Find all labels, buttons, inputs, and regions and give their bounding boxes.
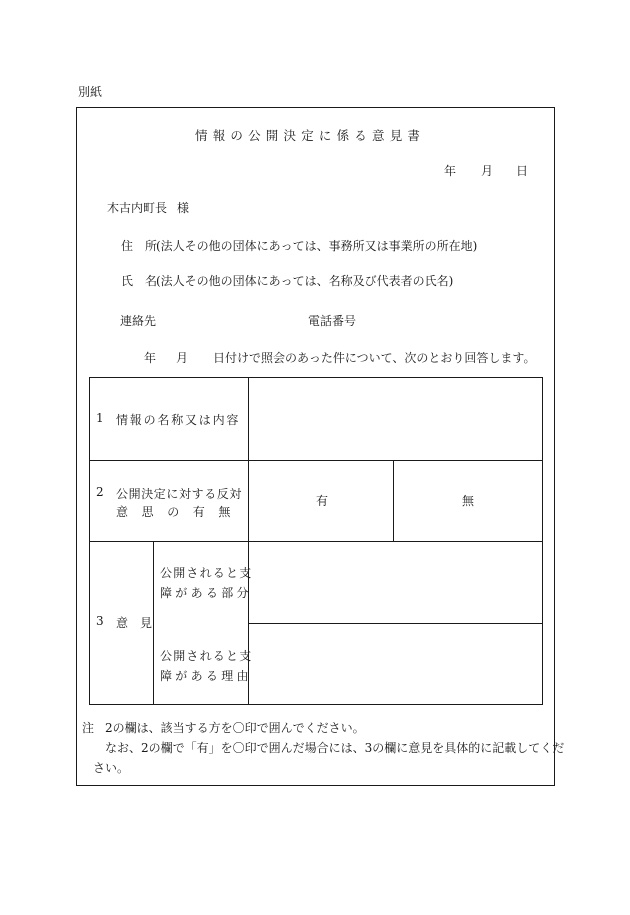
notes-line3: さい。 bbox=[93, 761, 130, 775]
name-note: (法人その他の団体にあっては、名称及び代表者の氏名) bbox=[156, 274, 454, 288]
address-note: (法人その他の団体にあっては、事務所又は事業所の所在地) bbox=[156, 239, 478, 253]
row3-number: 3 bbox=[96, 614, 104, 628]
addressee-suffix: 様 bbox=[177, 201, 190, 215]
notes-line1: 2の欄は、該当する方を〇印で囲んでください。 bbox=[105, 721, 365, 735]
row2-label-line1: 公開決定に対する反対 bbox=[116, 487, 243, 501]
row1-content-field[interactable] bbox=[249, 378, 542, 460]
option-yes[interactable]: 有 bbox=[316, 494, 329, 508]
row1-label: 情報の名称又は内容 bbox=[116, 413, 241, 427]
contact-label: 連絡先 bbox=[120, 314, 157, 328]
form-title: 情報の公開決定に係る意見書 bbox=[195, 128, 426, 143]
table-divider bbox=[153, 541, 154, 704]
row3-sub1-line2: 障がある部分 bbox=[160, 586, 252, 600]
opinion-table bbox=[89, 377, 543, 705]
row2-number: 2 bbox=[96, 485, 104, 499]
option-no[interactable]: 無 bbox=[462, 494, 475, 508]
opinion-reason-field[interactable] bbox=[249, 624, 542, 704]
opinion-part-field[interactable] bbox=[249, 542, 542, 623]
row3-sub1-line1: 公開されると支 bbox=[160, 566, 253, 580]
row3-sub2-line1: 公開されると支 bbox=[160, 649, 253, 663]
row2-label-line2: 意思の有無 bbox=[116, 505, 245, 519]
date-year-label: 年 bbox=[444, 164, 457, 178]
addressee: 木古内町長 bbox=[107, 201, 168, 215]
intro-month-label: 月 bbox=[176, 351, 189, 365]
attachment-label: 別紙 bbox=[78, 85, 103, 99]
row3-label: 意 見 bbox=[116, 616, 153, 630]
notes-prefix: 注 bbox=[82, 721, 95, 735]
row1-number: 1 bbox=[96, 411, 104, 425]
notes-line2: なお、2の欄で「有」を〇印で囲んだ場合には、3の欄に意見を具体的に記載してくだ bbox=[105, 741, 565, 755]
row3-sub2-line2: 障がある理由 bbox=[160, 669, 252, 683]
date-month-label: 月 bbox=[481, 164, 494, 178]
intro-text: 日付けで照会のあった件について、次のとおり回答します。 bbox=[213, 351, 536, 365]
address-label: 住 所 bbox=[121, 239, 158, 253]
table-divider bbox=[90, 460, 542, 461]
table-divider bbox=[393, 460, 394, 541]
name-label: 氏 名 bbox=[121, 274, 158, 288]
intro-year-label: 年 bbox=[144, 351, 157, 365]
date-day-label: 日 bbox=[516, 164, 529, 178]
phone-label: 電話番号 bbox=[308, 314, 357, 328]
